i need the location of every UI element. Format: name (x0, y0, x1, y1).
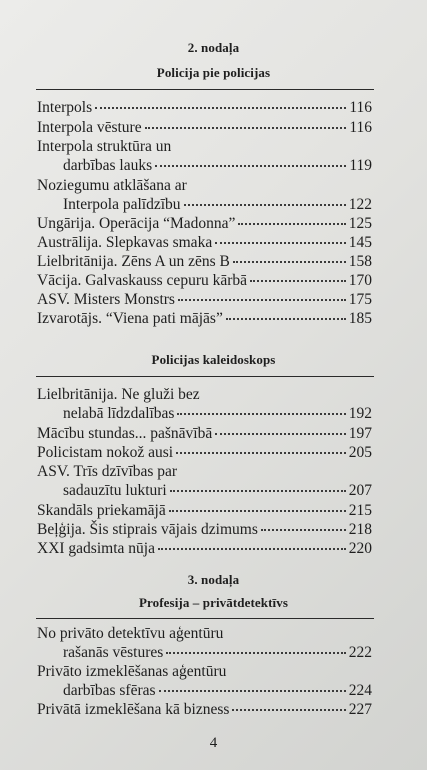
chapter-heading: 3. nodaļa (187, 572, 240, 587)
toc-entry (37, 539, 372, 558)
entry-title: Vācija. Galvaskauss cepuru kārbā (37, 272, 248, 289)
entry-title: Interpola vēsture (37, 119, 142, 136)
section-title: Policijas kaleidoskops (151, 352, 276, 367)
dot-leader (155, 165, 346, 167)
entry-title-cont: sadauzītu lukturi (63, 482, 167, 499)
dot-leader (226, 318, 346, 320)
toc-entry (37, 252, 372, 271)
entry-title: Noziegumu atklāšana ar (37, 177, 187, 194)
entry-title-cont: darbības sfēras (63, 682, 156, 699)
entry-page: 122 (348, 196, 372, 213)
entry-title-cont: Interpola palīdzību (63, 196, 181, 213)
entry-page: 197 (348, 425, 372, 442)
entry-title: Skandāls priekamājā (37, 502, 166, 519)
entry-title: Beļģija. Šis stiprais vājais dzimums (37, 521, 258, 538)
section-title: Profesija – privātdetektīvs (138, 595, 289, 610)
entry-page: 125 (348, 215, 372, 232)
page-number: 4 (209, 735, 218, 751)
dot-leader (177, 413, 345, 415)
entry-title: XXI gadsimta nūja (37, 540, 155, 557)
dot-leader (166, 652, 345, 654)
entry-page: 175 (348, 291, 372, 308)
entry-title: Austrālija. Slepkavas smaka (37, 234, 213, 251)
toc-entry (37, 443, 372, 462)
entry-page: 116 (349, 99, 372, 116)
toc-entry (37, 309, 372, 328)
entry-page: 222 (348, 644, 372, 661)
dot-leader (261, 529, 346, 531)
entry-page: 192 (348, 405, 372, 422)
entry-page: 218 (348, 521, 372, 538)
entry-title: No privāto detektīvu aģentūru (37, 625, 224, 642)
entry-page: 227 (348, 701, 372, 718)
entry-title: Policistam nokož ausi (37, 444, 174, 461)
entry-title: Privātā izmeklēšana kā bizness (37, 701, 230, 718)
toc-entry (37, 501, 372, 520)
dot-leader (250, 280, 346, 282)
entry-title-cont: darbības lauks (63, 157, 153, 174)
dot-leader (233, 261, 346, 263)
entry-title: Lielbritānija. Ne gluži bez (37, 386, 200, 403)
entry-title: Privāto izmeklēšanas aģentūru (37, 663, 227, 680)
toc-entry (37, 424, 372, 443)
entry-page: 220 (348, 540, 372, 557)
entry-page: 145 (348, 234, 372, 251)
dot-leader (158, 548, 346, 550)
dot-leader (232, 709, 345, 711)
dot-leader (238, 223, 345, 225)
toc-entry (37, 233, 372, 252)
entry-title-cont: nelabā līdzdalības (63, 405, 175, 422)
entry-title: Mācību stundas... pašnāvībā (37, 425, 213, 442)
divider-rule (36, 376, 374, 377)
entry-page: 205 (348, 444, 372, 461)
toc-entry (37, 118, 372, 137)
chapter-heading: 2. nodaļa (187, 40, 240, 55)
dot-leader (145, 127, 347, 129)
dot-leader (215, 242, 346, 244)
entry-page: 170 (348, 272, 372, 289)
toc-entry (37, 624, 372, 662)
dot-leader (170, 490, 346, 492)
toc-entry (37, 700, 372, 719)
dot-leader (159, 690, 346, 692)
toc-entry (37, 176, 372, 214)
entry-title: Interpols (37, 99, 93, 116)
entry-page: 185 (348, 310, 372, 327)
dot-leader (176, 452, 346, 454)
toc-entry (37, 290, 372, 309)
entry-page: 158 (348, 253, 372, 270)
dot-leader (95, 107, 346, 109)
dot-leader (169, 510, 346, 512)
toc-entry (37, 462, 372, 500)
entry-page: 119 (349, 157, 372, 174)
toc-entry (37, 662, 372, 700)
dot-leader (184, 204, 346, 206)
dot-leader (178, 299, 346, 301)
toc-entry (37, 385, 372, 423)
entry-title-cont: rašanās vēstures (63, 644, 164, 661)
entry-page: 224 (348, 682, 372, 699)
entry-title: ASV. Trīs dzīvības par (37, 463, 178, 480)
entry-title: Interpola struktūra un (37, 138, 172, 155)
entry-page: 207 (348, 482, 372, 499)
entry-title: Izvarotājs. “Viena pati mājās” (37, 310, 223, 327)
section-title: Policija pie policijas (156, 65, 271, 80)
toc-entry (37, 137, 372, 175)
entry-title: Lielbritānija. Zēns A un zēns B (37, 253, 230, 270)
dot-leader (215, 433, 346, 435)
toc-entry (37, 214, 372, 233)
divider-rule (36, 618, 374, 619)
toc-entry (37, 271, 372, 290)
entry-title: Ungārija. Operācija “Madonna” (37, 215, 236, 232)
toc-entry (37, 520, 372, 539)
toc-entry (37, 98, 372, 117)
divider-rule (36, 89, 374, 90)
entry-page: 116 (349, 119, 372, 136)
entry-title: ASV. Misters Monstrs (37, 291, 175, 308)
entry-page: 215 (348, 502, 372, 519)
